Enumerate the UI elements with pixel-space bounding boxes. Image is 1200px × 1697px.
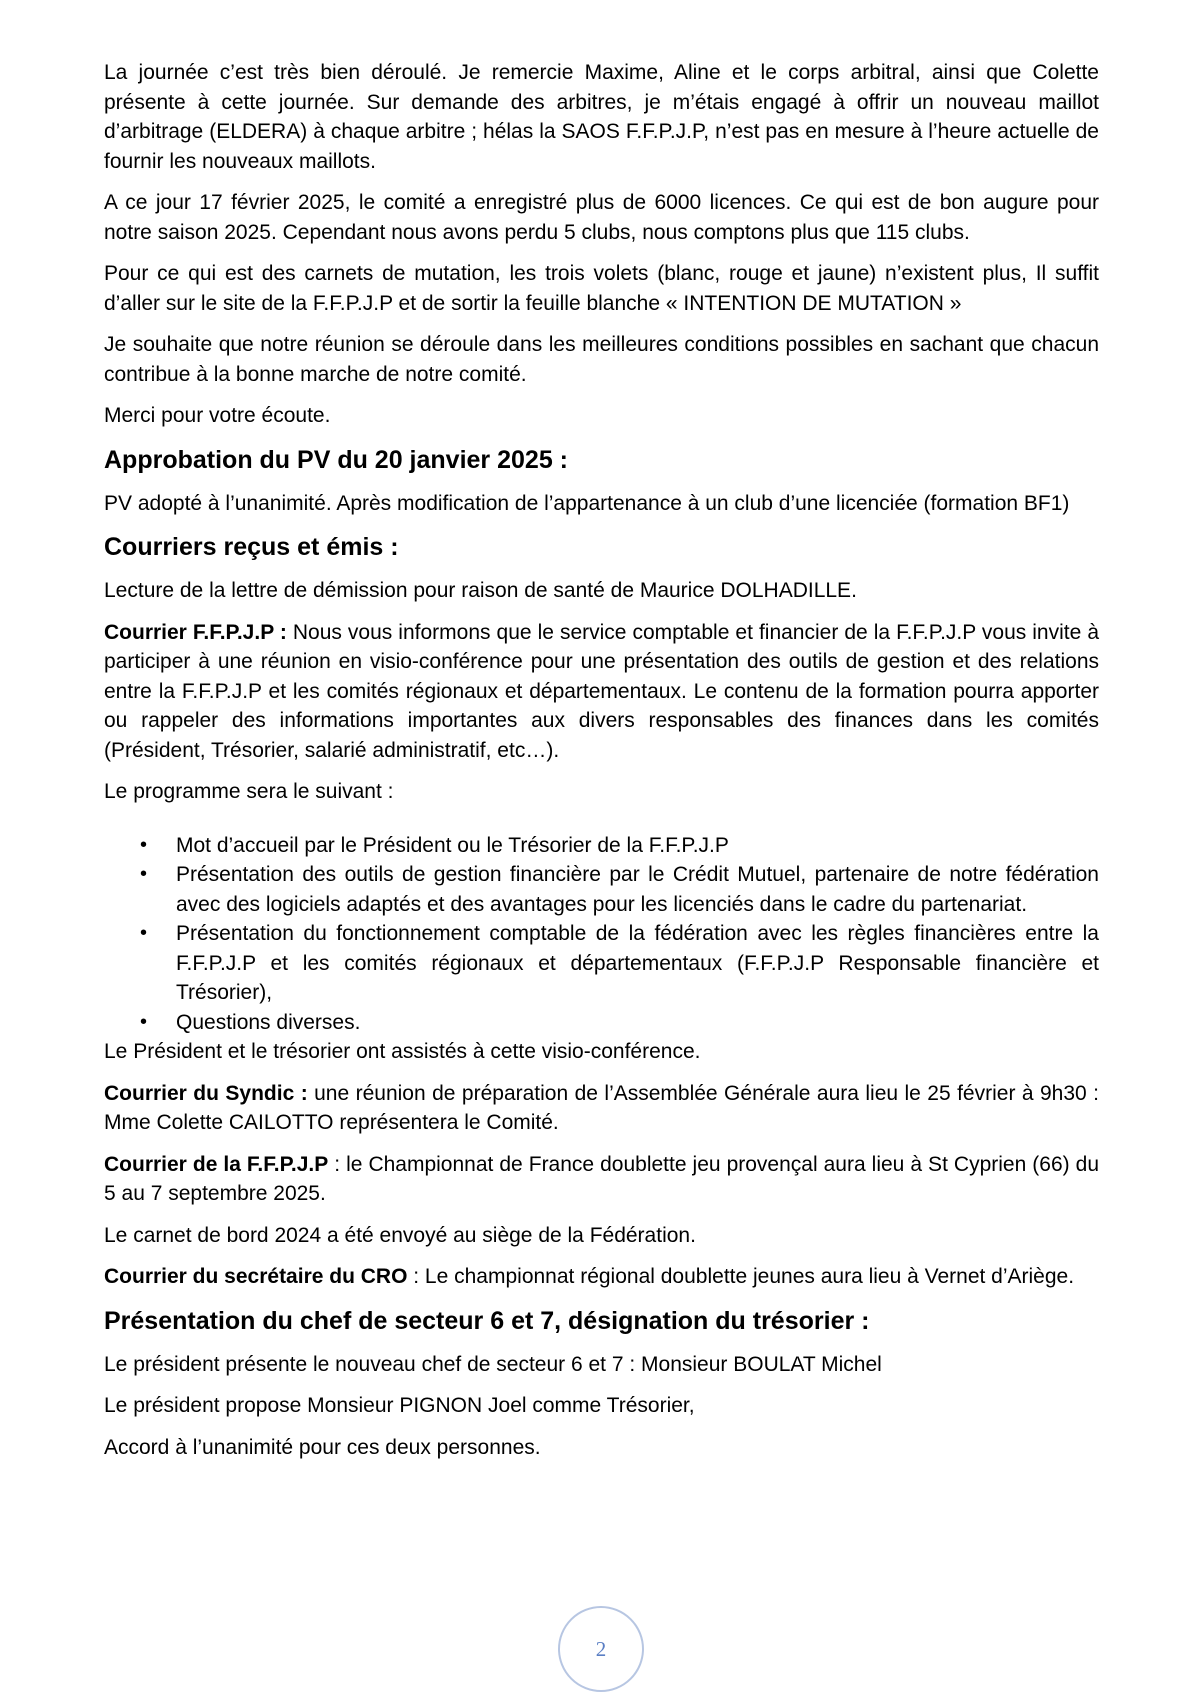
list-item [104, 831, 1099, 861]
label-courrier-cro: Courrier du secrétaire du CRO [104, 1265, 408, 1288]
paragraph-visio-note: Le Président et le trésorier ont assistés à cette visio-conférence. [104, 1040, 701, 1063]
bullet-icon: • [140, 863, 148, 885]
label-courrier-syndic: Courrier du Syndic : [104, 1081, 308, 1105]
paragraph-journee: La journée c’est très bien déroulé. Je remercie Maxime, Aline et le corps arbitral, ainsi que Colette présente à cette journée. Sur demande des arbitres, je m’étais engagé à offrir un nouveau maillot d’arbitrage (ELDERA) à chaque arbitre ; hélas la SAOS F.F.P.J.P, n’est pas en mesure à l’heure actuelle de fournir les nouveaux maillots. [104, 61, 1099, 173]
paragraph-courrier-syndic [104, 1079, 1099, 1138]
paragraph-pv-adopte: PV adopté à l’unanimité. Après modification de l’appartenance à un club d’une licenciée (formation BF1) [104, 491, 1070, 515]
paragraph-tresorier: Le président propose Monsieur PIGNON Joel comme Trésorier, [104, 1394, 695, 1417]
heading-courriers: Courriers reçus et émis : [104, 533, 399, 561]
paragraph-carnet-de-bord: Le carnet de bord 2024 a été envoyé au siège de la Fédération. [104, 1223, 696, 1247]
heading-chef-de-secteur: Présentation du chef de secteur 6 et 7, désignation du trésorier : [104, 1306, 870, 1335]
text-courrier-ffpjp-championnat: : le Championnat de France doublette jeu provençal aura lieu à St Cyprien (66) du 5 au 7 septembre 2025. [104, 1152, 1099, 1205]
list-item [104, 1008, 1099, 1038]
label-courrier-ffpjp-championnat: Courrier de la F.F.P.J.P [104, 1152, 329, 1176]
bullet-icon: • [140, 1010, 148, 1033]
programme-list [104, 831, 1099, 1038]
list-item-text: Mot d’accueil par le Président ou le Trésorier de la F.F.P.J.P [176, 833, 729, 857]
bullet-icon: • [140, 833, 148, 856]
paragraph-reunion: Je souhaite que notre réunion se déroule dans les meilleures conditions possibles en sachant que chacun contribue à la bonne marche de notre comité. [104, 333, 1099, 386]
list-item [104, 919, 1099, 1008]
paragraph-courrier-cro [104, 1262, 1099, 1292]
bullet-icon: • [140, 922, 148, 944]
page-number-badge [558, 1606, 644, 1692]
paragraph-licences: A ce jour 17 février 2025, le comité a enregistré plus de 6000 licences. Ce qui est de bon augure pour notre saison 2025. Cependant nous avons perdu 5 clubs, nous comptons plus que 115 clubs. [104, 191, 1099, 244]
paragraph-courrier-ffpjp-championnat [104, 1150, 1099, 1209]
page-number: 2 [595, 1636, 607, 1661]
paragraph-programme-intro: Le programme sera le suivant : [104, 780, 394, 803]
paragraph-mutation: Pour ce qui est des carnets de mutation, les trois volets (blanc, rouge et jaune) n’existent plus, Il suffit d’aller sur le site de la F.F.P.J.P et de sortir la feuille blanche « INTENTION DE MUTATION » [104, 262, 1099, 315]
heading-approbation-pv: Approbation du PV du 20 janvier 2025 : [104, 445, 568, 474]
list-item-text: Présentation des outils de gestion financière par le Crédit Mutuel, partenaire de notre fédération avec des logiciels adaptés et des avantages pour les licenciés dans le cadre du partenariat. [176, 863, 1099, 916]
paragraph-demission: Lecture de la lettre de démission pour raison de santé de Maurice DOLHADILLE. [104, 579, 857, 602]
text-courrier-ffpjp: Nous vous informons que le service comptable et financier de la F.F.P.J.P vous invite à participer à une réunion en visio-conférence pour une présentation des outils de gestion et des relations entre la F.F.P.J.P et les comités régionaux et départementaux. Le contenu de la formation pourra apporter ou rappeler des informations importantes aux divers responsables des finances dans les comités (Président, Trésorier, salarié administratif, etc…). [104, 620, 1099, 762]
list-item-text: Présentation du fonctionnement comptable de la fédération avec les règles financières entre la F.F.P.J.P et les comités régionaux et départementaux (F.F.P.J.P Responsable financière et Trésorier), [176, 922, 1099, 1004]
text-courrier-cro: : Le championnat régional doublette jeunes aura lieu à Vernet d’Ariège. [407, 1265, 1075, 1288]
list-item [104, 860, 1099, 919]
paragraph-courrier-ffpjp [104, 618, 1099, 766]
label-courrier-ffpjp: Courrier F.F.P.J.P : [104, 620, 287, 644]
paragraph-accord: Accord à l’unanimité pour ces deux personnes. [104, 1435, 541, 1459]
paragraph-nouveau-chef: Le président présente le nouveau chef de secteur 6 et 7 : Monsieur BOULAT Michel [104, 1352, 882, 1376]
paragraph-merci: Merci pour votre écoute. [104, 404, 331, 427]
text-courrier-syndic: une réunion de préparation de l’Assemblée Générale aura lieu le 25 février à 9h30 : Mme Colette CAILOTTO représentera le Comité. [104, 1081, 1099, 1134]
list-item-text: Questions diverses. [176, 1010, 361, 1034]
